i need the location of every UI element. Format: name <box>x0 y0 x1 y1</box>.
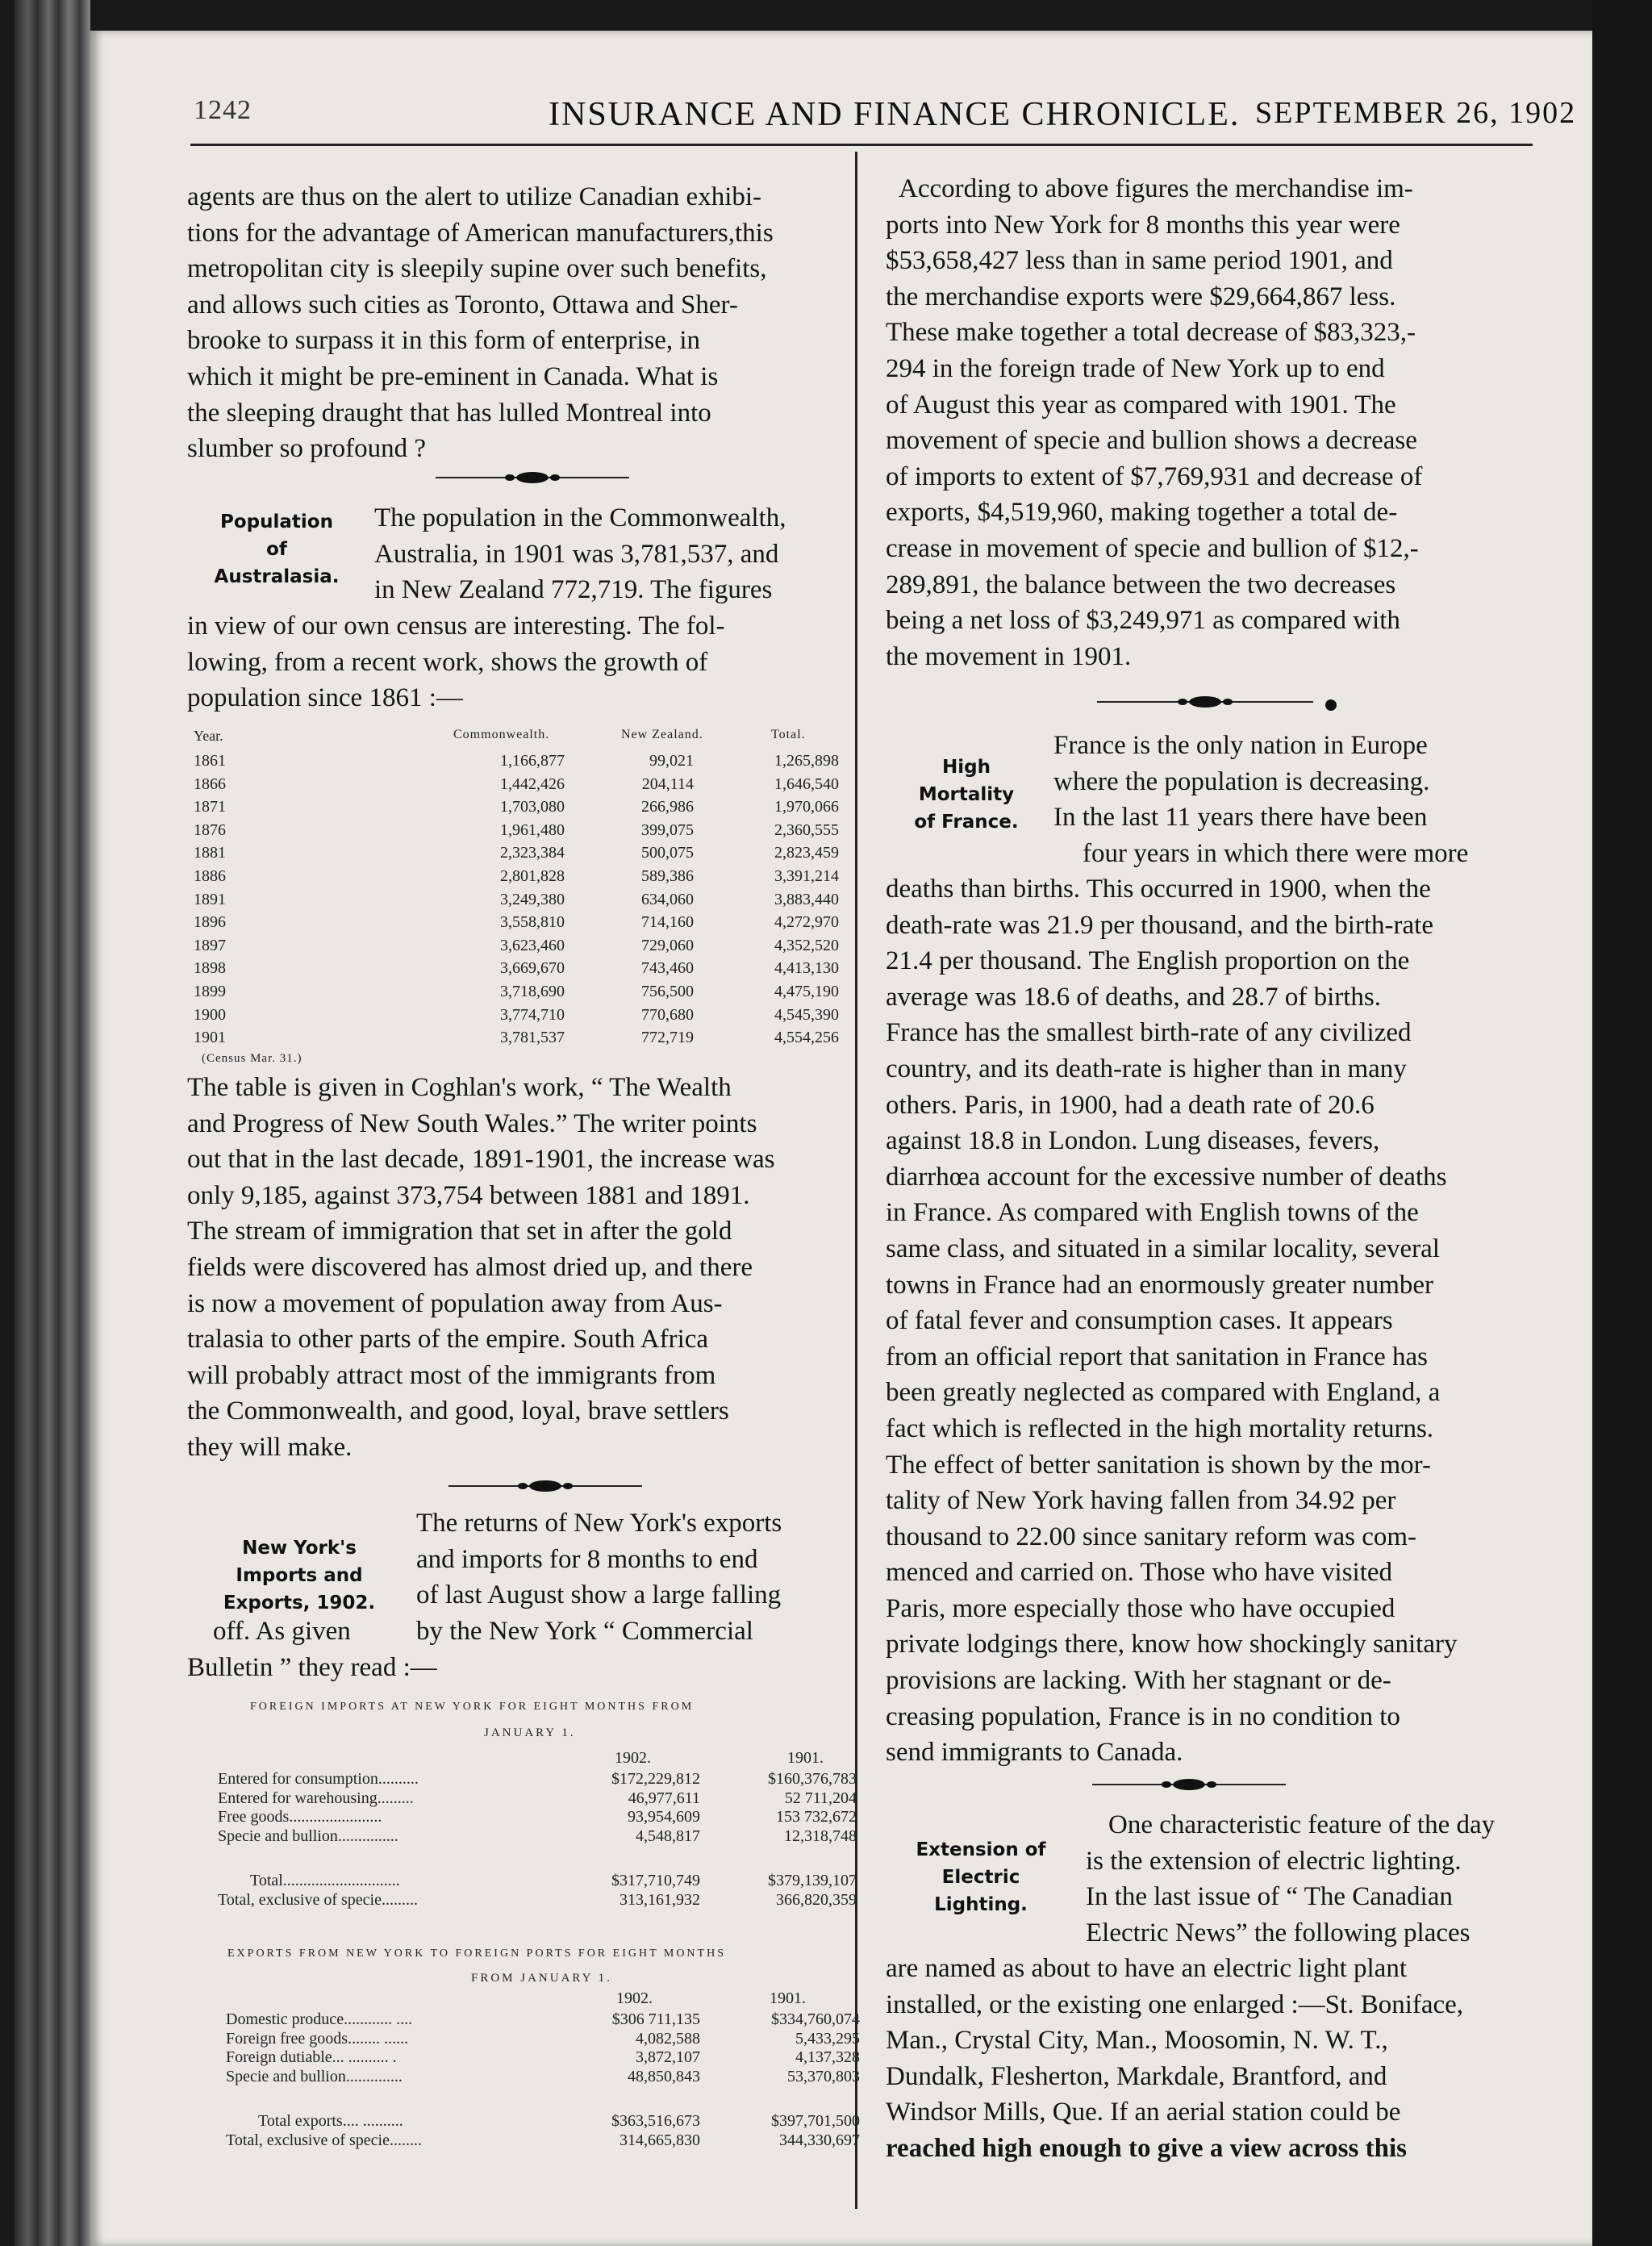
commonwealth-cell: 1,442,426 <box>500 774 565 793</box>
table-row <box>194 1006 839 1029</box>
total-cell: 1,970,066 <box>774 798 839 816</box>
total-cell: 2,823,459 <box>774 844 839 862</box>
sidenote-line: of <box>266 539 287 560</box>
value-1902: 46,977,611 <box>628 1789 700 1807</box>
text-line: average was 18.6 of deaths, and 28.7 of births. <box>886 982 1381 1012</box>
text-line: and imports for 8 months to end <box>416 1544 758 1574</box>
sidenote-newyork <box>190 1534 408 1617</box>
sidenote-line: of France. <box>914 812 1019 833</box>
row-label: Total, exclusive of specie......... <box>218 1890 418 1909</box>
new-zealand-cell: 634,060 <box>641 890 694 908</box>
text-line: send immigrants to Canada. <box>886 1738 1183 1768</box>
text-line: metropolitan city is sleepily supine over such benefits, <box>187 254 767 284</box>
value-1901: $397,701,500 <box>771 2112 860 2130</box>
text-line: in view of our own census are interesting. The fol- <box>187 612 725 641</box>
text-line: they will make. <box>187 1432 353 1462</box>
text-line: of August this year as compared with 1901. The <box>886 390 1396 420</box>
value-1902: $306 711,135 <box>611 2010 700 2028</box>
table-row <box>194 1029 839 1051</box>
new-zealand-cell: 204,114 <box>641 774 694 793</box>
year-cell: 1861 <box>194 752 226 770</box>
table-row <box>226 2068 871 2087</box>
year-cell: 1866 <box>194 774 226 793</box>
total-cell: 3,883,440 <box>774 890 839 908</box>
row-label: Entered for warehousing......... <box>218 1789 414 1807</box>
imports-table-subtitle: JANUARY 1. <box>484 1726 576 1739</box>
commonwealth-cell: 1,703,080 <box>500 798 565 816</box>
text-line: population since 1861 :— <box>187 683 463 713</box>
column-header: Commonwealth. <box>453 728 550 741</box>
text-line: Bulletin ” they read :— <box>187 1653 437 1682</box>
value-1901: 5,433,295 <box>795 2029 860 2048</box>
table-row <box>194 891 839 913</box>
text-line: thousand to 22.00 since sanitary reform was com- <box>886 1522 1417 1551</box>
total-cell: 1,265,898 <box>774 752 839 770</box>
total-cell: 3,391,214 <box>774 867 839 885</box>
sidenote-line: Lighting. <box>934 1894 1028 1915</box>
total-row <box>226 2131 871 2151</box>
table-row <box>194 798 839 820</box>
text-line: will probably attract most of the immigrants from <box>187 1360 716 1390</box>
total-cell: 4,413,130 <box>774 959 839 978</box>
book-binding-edge <box>15 0 90 2246</box>
year-cell: 1896 <box>194 913 226 932</box>
text-line: These make together a total decrease of $83,323,- <box>886 318 1416 348</box>
total-row <box>218 1872 863 1891</box>
value-1902: 93,954,609 <box>628 1808 700 1826</box>
commonwealth-cell: 3,718,690 <box>500 983 565 1000</box>
text-line: In the last issue of “ The Canadian <box>1086 1882 1453 1912</box>
row-label: Foreign free goods........ ...... <box>226 2029 409 2048</box>
text-line: In the last 11 years there have been <box>1053 803 1428 833</box>
text-line: of last August show a large falling <box>416 1580 782 1610</box>
text-line: ports into New York for 8 months this year were <box>886 210 1400 240</box>
year-cell: 1871 <box>194 798 226 816</box>
sidenote-line: Exports, 1902. <box>223 1593 376 1614</box>
text-line: Paris, more especially those who have occupied <box>886 1593 1395 1623</box>
text-line: The population in the Commonwealth, <box>374 503 786 532</box>
text-line: 294 in the foreign trade of New York up to end <box>886 353 1385 383</box>
text-line: is now a movement of population away from Aus- <box>187 1288 723 1318</box>
issue-date: SEPTEMBER 26, 1902 <box>1255 96 1577 130</box>
text-line: The returns of New York's exports <box>416 1509 782 1538</box>
sidenote-line: Mortality <box>918 784 1015 805</box>
section-ornament <box>1092 1776 1286 1793</box>
year-cell: 1876 <box>194 820 226 839</box>
electric-text <box>886 1951 1554 2167</box>
text-line: movement of specie and bullion shows a decrease <box>886 426 1417 456</box>
year-cell: 1881 <box>194 844 226 862</box>
total-cell: 2,360,555 <box>774 820 839 839</box>
text-line: out that in the last decade, 1891-1901, the increase was <box>187 1145 775 1175</box>
table-row <box>194 959 839 982</box>
text-line: installed, or the existing one enlarged :—St. Boniface, <box>886 1989 1464 2019</box>
value-1902: $363,516,673 <box>611 2112 700 2130</box>
text-line: The stream of immigration that set in after the gold <box>187 1217 732 1246</box>
text-line: only 9,185, against 373,754 between 1881 and 1891. <box>187 1180 750 1210</box>
text-line: crease in movement of specie and bullion of $12,- <box>886 533 1419 563</box>
year-header: 1902. <box>615 1749 651 1767</box>
year-cell: 1897 <box>194 936 226 954</box>
text-line: reached high enough to give a view across this <box>886 2133 1407 2163</box>
text-line: country, and its death-rate is higher than in many <box>886 1054 1407 1083</box>
coghlan-paragraph <box>187 1070 837 1466</box>
text-line: France is the only nation in Europe <box>1053 731 1428 760</box>
table-row <box>194 775 839 798</box>
sidenote-line: Extension of <box>916 1839 1046 1860</box>
value-1902: 3,872,107 <box>636 2048 700 2066</box>
electric-indented-text <box>1086 1807 1531 1951</box>
text-line: agents are thus on the alert to utilize Canadian exhibi- <box>187 182 762 211</box>
trade-summary-paragraph <box>886 171 1531 674</box>
newyork-indented-text <box>416 1505 861 1614</box>
text-line: tions for the advantage of American manufacturers,this <box>187 218 774 248</box>
text-line: in France. As compared with English towns of the <box>886 1198 1419 1228</box>
commonwealth-cell: 1,961,480 <box>500 820 565 839</box>
value-1901: $334,760,074 <box>771 2010 860 2028</box>
total-cell: 4,554,256 <box>774 1029 839 1047</box>
new-zealand-cell: 729,060 <box>641 936 694 954</box>
new-zealand-cell: 266,986 <box>641 798 694 816</box>
value-1902: 4,548,817 <box>636 1826 700 1845</box>
text-line: death-rate was 21.9 per thousand, and the birth-rate <box>886 910 1433 940</box>
new-zealand-cell: 500,075 <box>641 844 694 862</box>
value-1902: 314,665,830 <box>620 2131 700 2149</box>
population-table <box>194 728 839 1083</box>
commonwealth-cell: 3,558,810 <box>500 913 565 932</box>
value-1901: 12,318,748 <box>784 1826 857 1845</box>
value-1902: 4,082,588 <box>636 2029 700 2048</box>
row-label: Free goods....................... <box>218 1808 382 1826</box>
commonwealth-cell: 3,249,380 <box>500 890 565 908</box>
text-line: the merchandise exports were $29,664,867 less. <box>886 282 1396 311</box>
total-row <box>226 2112 871 2131</box>
sidenote-electric <box>892 1836 1070 1918</box>
text-line: brooke to surpass it in this form of enterprise, in <box>187 326 701 356</box>
value-1901: $160,376,783 <box>768 1770 857 1788</box>
text-line: towns in France had an enormously greater number <box>886 1270 1434 1300</box>
new-zealand-cell: 714,160 <box>641 913 694 932</box>
year-header: 1902. <box>616 1989 653 2007</box>
commonwealth-cell: 3,623,460 <box>500 936 565 954</box>
exports-table <box>226 1989 871 2215</box>
imports-table <box>218 1749 863 1935</box>
year-cell: 1901 <box>194 1029 226 1047</box>
text-line: and Progress of New South Wales.” The writer points <box>187 1108 757 1138</box>
text-line: are named as about to have an electric light plant <box>886 1954 1407 1983</box>
section-ornament <box>1097 694 1339 713</box>
year-header: 1901. <box>787 1749 824 1767</box>
text-line: where the population is decreasing. <box>1053 766 1430 796</box>
population-indented-text <box>374 500 837 608</box>
population-text <box>187 608 837 716</box>
value-1901: 153 732,672 <box>776 1808 857 1826</box>
new-zealand-cell: 743,460 <box>641 959 694 978</box>
text-line: exports, $4,519,960, making together a total de- <box>886 498 1398 528</box>
text-line: and allows such cities as Toronto, Ottawa and Sher- <box>187 290 738 319</box>
new-zealand-cell: 770,680 <box>641 1005 694 1024</box>
total-cell: 4,545,390 <box>774 1005 839 1024</box>
journal-title: INSURANCE AND FINANCE CHRONICLE. <box>549 96 1241 133</box>
table-row <box>194 867 839 890</box>
text-line: is the extension of electric lighting. <box>1086 1846 1462 1876</box>
sidenote-line: New York's <box>242 1538 357 1559</box>
sidenote-mortality <box>886 754 1047 836</box>
exports-table-subtitle: FROM JANUARY 1. <box>471 1972 612 1985</box>
row-label: Specie and bullion............... <box>218 1826 398 1845</box>
sidenote-line: High <box>942 757 991 778</box>
row-label: Specie and bullion.............. <box>226 2067 403 2085</box>
total-cell: 4,475,190 <box>774 983 839 1000</box>
value-1902: $172,229,812 <box>611 1770 700 1788</box>
table-row <box>194 844 839 866</box>
row-label: Entered for consumption.......... <box>218 1770 419 1788</box>
text-line: from an official report that sanitation in France has <box>886 1342 1429 1371</box>
table-row <box>194 983 839 1005</box>
text-line: France has the smallest birth-rate of any civilized <box>886 1018 1412 1048</box>
table-row <box>194 752 839 774</box>
total-row <box>218 1891 863 1910</box>
commonwealth-cell: 3,774,710 <box>500 1005 565 1024</box>
section-ornament <box>448 1478 642 1494</box>
value-1901: 53,370,803 <box>787 2067 860 2085</box>
text-line: Windsor Mills, Que. If an aerial station could be <box>886 2098 1401 2127</box>
new-zealand-cell: 399,075 <box>641 820 694 839</box>
text-line: diarrhœa account for the excessive number of deaths <box>886 1162 1447 1192</box>
total-cell: 1,646,540 <box>774 774 839 793</box>
text-line: fields were discovered has almost dried up, and there <box>187 1252 753 1282</box>
text-line: Dundalk, Flesherton, Markdale, Brantford, and <box>886 2061 1387 2091</box>
text-line: Man., Crystal City, Man., Moosomin, N. W. T., <box>886 2026 1388 2056</box>
text-line: One characteristic feature of the day <box>1108 1810 1496 1839</box>
table-row <box>218 1789 863 1809</box>
sidenote-line: Electric <box>941 1867 1020 1888</box>
text-line: against 18.8 in London. Lung diseases, fevers, <box>886 1126 1380 1156</box>
year-cell: 1898 <box>194 959 226 978</box>
table-row <box>226 2030 871 2049</box>
text-line: four years in which there were more <box>1083 838 1469 868</box>
text-line: 289,891, the balance between the two decreases <box>886 570 1396 599</box>
value-1902: $317,710,749 <box>611 1872 700 1889</box>
header-rule <box>190 144 1533 146</box>
commonwealth-cell: 3,669,670 <box>500 959 565 978</box>
text-line: provisions are lacking. With her stagnant or de- <box>886 1666 1391 1696</box>
text-line: which it might be pre-eminent in Canada. What is <box>187 361 719 391</box>
text-line: by the New York “ Commercial <box>416 1617 753 1646</box>
new-zealand-cell: 772,719 <box>641 1029 694 1047</box>
table-footnote: (Census Mar. 31.) <box>202 1052 302 1065</box>
commonwealth-cell: 2,323,384 <box>500 844 565 862</box>
text-line: of imports to extent of $7,769,931 and decrease of <box>886 461 1423 491</box>
intro-paragraph <box>187 179 837 467</box>
mortality-indented-text <box>1053 728 1531 871</box>
value-1901: 344,330,697 <box>779 2131 860 2149</box>
table-row <box>194 937 839 959</box>
text-line: others. Paris, in 1900, had a death rate of 20.6 <box>886 1090 1375 1120</box>
text-line: fact which is reflected in the high mortality returns. <box>886 1413 1434 1443</box>
value-1901: 4,137,328 <box>795 2048 860 2066</box>
value-1901: $379,139,107 <box>768 1872 857 1889</box>
text-line: creasing population, France is in no condition to <box>886 1701 1400 1731</box>
row-label: Total, exclusive of specie........ <box>226 2131 422 2149</box>
right-page-edge <box>1592 0 1652 2246</box>
value-1902: 48,850,843 <box>628 2067 700 2085</box>
table-row <box>194 913 839 936</box>
column-header: Total. <box>771 728 806 741</box>
value-1901: 52 711,204 <box>784 1789 857 1807</box>
row-label: Foreign dutiable... .......... . <box>226 2048 397 2066</box>
commonwealth-cell: 1,166,877 <box>500 752 565 770</box>
mortality-text <box>886 871 1531 1771</box>
sidenote-line: Imports and <box>236 1565 363 1586</box>
text-line: 21.4 per thousand. The English proportion on the <box>886 946 1410 976</box>
text-line: deaths than births. This occurred in 1900, when the <box>886 875 1431 904</box>
value-1902: 313,161,932 <box>620 1890 700 1909</box>
text-line: The effect of better sanitation is shown by the mor- <box>886 1450 1431 1480</box>
section-ornament <box>436 470 629 486</box>
text-line: According to above figures the merchandise im- <box>899 174 1413 203</box>
text-line: same class, and situated in a similar locality, several <box>886 1234 1440 1263</box>
row-label: Total exports.... .......... <box>258 2112 403 2130</box>
table-row <box>226 2048 871 2068</box>
total-cell: 4,272,970 <box>774 913 839 932</box>
table-row <box>218 1770 863 1789</box>
year-cell: 1886 <box>194 867 226 885</box>
commonwealth-cell: 2,801,828 <box>500 867 565 885</box>
year-cell: 1891 <box>194 890 226 908</box>
row-label: Domestic produce............ .... <box>226 2010 413 2028</box>
new-zealand-cell: 99,021 <box>649 752 694 770</box>
commonwealth-cell: 3,781,537 <box>500 1029 565 1047</box>
year-cell: 1899 <box>194 983 226 1000</box>
text-line: tality of New York having fallen from 34.92 per <box>886 1486 1396 1516</box>
column-header: Year. <box>194 728 223 744</box>
column-header: New Zealand. <box>621 728 703 741</box>
sidenote-population <box>190 508 363 591</box>
text-line: being a net loss of $3,249,971 as compared with <box>886 606 1400 636</box>
new-zealand-cell: 756,500 <box>641 983 694 1000</box>
text-line: tralasia to other parts of the empire. South Africa <box>187 1325 709 1355</box>
value-1901: 366,820,359 <box>776 1890 857 1909</box>
exports-table-title: EXPORTS FROM NEW YORK TO FOREIGN PORTS FOR EIGHT MONTHS <box>227 1948 726 1960</box>
text-line: the Commonwealth, and good, loyal, brave settlers <box>187 1396 729 1426</box>
page-number: 1242 <box>194 95 252 125</box>
text-line: Australia, in 1901 was 3,781,537, and <box>374 539 779 569</box>
table-row <box>226 2010 871 2030</box>
year-cell: 1900 <box>194 1005 226 1024</box>
sidenote-line: Australasia. <box>214 566 340 587</box>
sidenote-line: Population <box>220 511 333 532</box>
total-cell: 4,352,520 <box>774 936 839 954</box>
year-header: 1901. <box>770 1989 806 2007</box>
text-line: the sleeping draught that has lulled Montreal into <box>187 398 711 428</box>
text-line: of fatal fever and consumption cases. It appears <box>886 1306 1393 1336</box>
text-line: private lodgings there, know how shockingly sanitary <box>886 1630 1458 1659</box>
text-line: in New Zealand 772,719. The figures <box>374 575 773 605</box>
row-label: Total............................. <box>250 1872 400 1889</box>
text-line: The table is given in Coghlan's work, “ The Wealth <box>187 1073 732 1102</box>
text-line: lowing, from a recent work, shows the growth of <box>187 647 708 677</box>
table-row <box>194 821 839 844</box>
text-line: off. As given <box>213 1617 351 1646</box>
imports-table-title: FOREIGN IMPORTS AT NEW YORK FOR EIGHT MONTHS FROM <box>250 1701 695 1713</box>
text-line: menced and carried on. Those who have visited <box>886 1558 1393 1588</box>
text-line: Electric News” the following places <box>1086 1918 1471 1948</box>
table-row <box>218 1827 863 1847</box>
text-line: $53,658,427 less than in same period 1901, and <box>886 246 1393 276</box>
text-line: the movement in 1901. <box>886 641 1132 671</box>
table-row <box>218 1808 863 1827</box>
text-line: been greatly neglected as compared with England, a <box>886 1378 1441 1408</box>
text-line: slumber so profound ? <box>187 434 427 464</box>
new-zealand-cell: 589,386 <box>641 867 694 885</box>
